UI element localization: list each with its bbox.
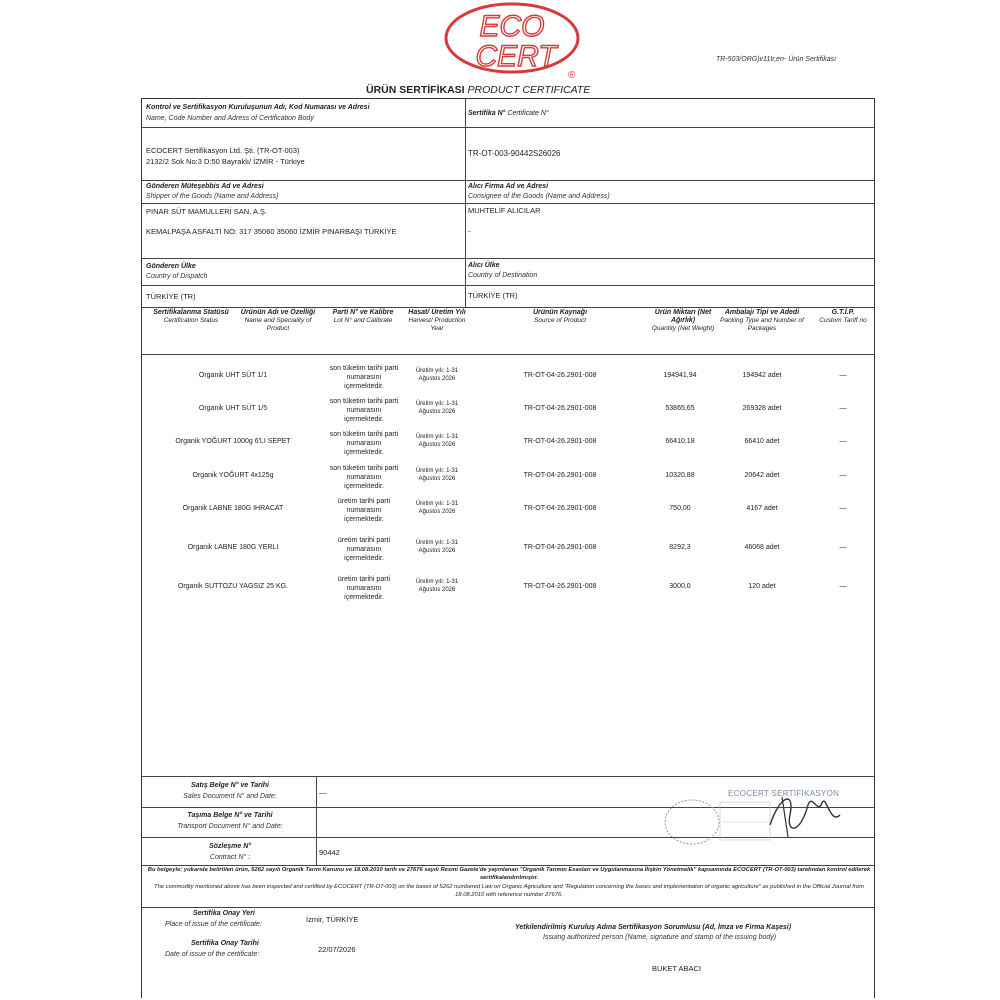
date-label-en: Date of issue of the certificate: (165, 951, 260, 958)
place-value: İzmir, TÜRKİYE (306, 915, 359, 924)
dispatch-country: TÜRKİYE (TR) (146, 292, 196, 301)
row-7-name: Organik SUTTOZU YAGSIZ 25 KG. (177, 583, 289, 590)
row-2-source: TR-OT-04-26.2901-008 (523, 405, 597, 412)
row-4-gtip: — (839, 472, 847, 479)
date-label-tr: Sertifika Onay Tarihi (191, 940, 259, 947)
row-3-lot: son tüketim tarihi parti numarasını içermektedir. (329, 431, 399, 456)
body-line1: ECOCERT Sertifikasyon Ltd. Şti. (TR-OT-003) (146, 146, 300, 155)
row-7-pack: 120 adet (748, 583, 776, 590)
certificate-label: Sertifika N° Certificate N° (468, 110, 549, 117)
stamp-text: ECOCERT SERTİFİKASYON (728, 789, 840, 798)
document-code: TR-503/ORG)v11tr,en- Ürün Sertifikası (716, 56, 837, 63)
row-1-qty: 194941,94 (663, 372, 697, 379)
row-6-harvest: Üretim yılı: 1-31 Ağustos 2026 (415, 540, 459, 554)
authorized-label-tr: Yetkilendirilmiş Kuruluş Adına Sertifikasyon Sorumlusu (Ad, İmza ve Firma Kaşesi) (515, 924, 792, 931)
row-1-lot: son tüketim tarihi parti numarasını içermektedir. (329, 365, 399, 390)
row-1-source: TR-OT-04-26.2901-008 (523, 372, 597, 379)
shipper-label-en: Shipper of the Goods (Name and Address) (146, 193, 279, 200)
contract-value: 90442 (319, 848, 340, 857)
title-en: PRODUCT CERTIFICATE (467, 84, 591, 96)
row-5-source: TR-OT-04-26.2901-008 (523, 505, 597, 512)
page-title (366, 84, 590, 96)
row-3-harvest: Üretim yılı: 1-31 Ağustos 2026 (415, 434, 459, 448)
row-5-harvest: Üretim yılı: 1-31 Ağustos 2026 (415, 501, 459, 515)
col-header-status: Sertifikalanma Statüsü Certification Status (153, 309, 229, 324)
row-5-name: Organik LABNE 180G IHRACAT (182, 505, 284, 512)
consignee-address: - (468, 227, 471, 236)
title-tr: ÜRÜN SERTİFİKASI (366, 84, 465, 96)
row-1-pack: 194942 adet (742, 372, 782, 379)
row-1-gtip: — (839, 372, 847, 379)
row-4-lot: son tüketim tarihi parti numarasını içermektedir. (329, 465, 399, 490)
row-7-qty: 3000,0 (669, 583, 691, 590)
sales-label-tr: Satış Belge N° ve Tarihi (190, 782, 269, 789)
logo-line2: CERT (475, 40, 557, 73)
row-2-name: Organik UHT SÜT 1/5 (198, 405, 268, 412)
col-header-source: Ürünün Kaynağı Source of Product (532, 309, 588, 324)
contract-label-tr: Sözleşme N° (208, 843, 252, 850)
row-6-qty: 8292,3 (669, 544, 691, 551)
row-2-qty: 53865,65 (665, 405, 695, 412)
authorized-name: BUKET ABACI (652, 964, 702, 973)
consignee-name: MUHTELİF ALICILAR (468, 206, 541, 215)
row-1-harvest: Üretim yılı: 1-31 Ağustos 2026 (415, 368, 459, 382)
destination-label-tr: Alıcı Ülke (468, 262, 500, 269)
row-3-pack: 66410 adet (744, 438, 780, 445)
body-line2: 2132/2 Sok No:3 D:50 Bayraklı/ İZMİR - Türkiye (146, 157, 305, 166)
col-header-name: Ürünün Adı ve Özelliği Name and Speciality of Product (240, 309, 316, 332)
body-label-tr: Kontrol ve Sertifikasyon Kuruluşunun Adı, Kod Numarası ve Adresi (146, 104, 370, 111)
ecocert-logo (440, 0, 585, 82)
row-4-harvest: Üretim yılı: 1-31 Ağustos 2026 (415, 468, 459, 482)
row-4-source: TR-OT-04-26.2901-008 (523, 472, 597, 479)
row-4-qty: 10320,88 (665, 472, 695, 479)
contract-label-en: Contract N° : (209, 854, 251, 861)
row-5-qty: 750,00 (669, 505, 691, 512)
signature (760, 785, 850, 845)
row-7-harvest: Üretim yılı: 1-31 Ağustos 2026 (415, 579, 459, 593)
transport-label-en: Transport Document N° and Date: (177, 823, 283, 830)
col-header-pack: Ambalajı Tipi ve Adedi Packing Type and Number of Packages (720, 309, 804, 332)
shipper-address: KEMALPAŞA ASFALTI NO: 317 35060 35060 İZMİR PINARBAŞI TÜRKİYE (146, 227, 397, 236)
date-value: 22/07/2026 (318, 945, 356, 954)
dispatch-label-tr: Gönderen Ülke (146, 263, 196, 270)
sales-label-en: Sales Document N° and Date: (183, 793, 277, 800)
row-7-source: TR-OT-04-26.2901-008 (523, 583, 597, 590)
row-7-lot: üretim tarihi parti numarasını içermektedir. (337, 576, 391, 601)
consignee-label-en: Consignee of the Goods (Name and Address) (468, 193, 610, 200)
row-2-lot: son tüketim tarihi parti numarasını içermektedir. (329, 398, 399, 423)
declaration-en: The commodity mentioned above has been inspected and certified by ECOCERT (TR-OT-003) on the bases of 5262 numbered Law on Organic Agriculture and "Regulation concerning the bases and implementation of organic agriculture" as published in the Official Journal from 18.08.2010 with reference number 27676. (154, 884, 864, 898)
row-1-name: Organik UHT SÜT 1/1 (198, 372, 268, 379)
shipper-name: PINAR SÜT MAMULLERİ SAN. A.Ş. (146, 207, 268, 216)
row-3-gtip: — (839, 438, 847, 445)
authorized-label-en: Issuing authorized person (Name, signature and stamp of the issuing body) (543, 934, 777, 941)
row-4-name: Organik YOĞURT 4x125g (192, 472, 274, 479)
row-6-name: Organik LABNE 180G YERLI (187, 544, 279, 551)
row-3-source: TR-OT-04-26.2901-008 (523, 438, 597, 445)
row-6-pack: 46068 adet (744, 544, 780, 551)
row-5-lot: üretim tarihi parti numarasını içermektedir. (337, 498, 391, 523)
row-5-pack: 4167 adet (746, 505, 778, 512)
transport-label-tr: Taşıma Belge N° ve Tarihi (187, 812, 273, 819)
declaration-tr: Bu belgeyle; yukarıda belirtilen ürün, 5262 sayılı Organik Tarım Kanunu ve 18.08.2010 tarih ve 27676 sayılı Resmi Gazete'de yayınlanan "Organik Tarımın Esasları ve Uygulanmasına İlişkin Yönetmelik" kapsamında ECOCERT (TR-OT-003) tarafından kontrol edilerek sertifikalandırılmıştır. (147, 867, 871, 881)
row-6-lot: üretim tarihi parti numarasını içermektedir. (337, 537, 391, 562)
destination-country: TÜRKİYE (TR) (468, 291, 518, 300)
row-6-gtip: — (839, 544, 847, 551)
row-2-harvest: Üretim yılı: 1-31 Ağustos 2026 (415, 401, 459, 415)
row-6-source: TR-OT-04-26.2901-008 (523, 544, 597, 551)
row-5-gtip: — (839, 505, 847, 512)
col-header-harvest: Hasat/ Üretim Yılı Harvest/ Production Year (408, 309, 466, 332)
row-7-gtip: — (839, 583, 847, 590)
row-2-pack: 269328 adet (742, 405, 782, 412)
certificate-number: TR-OT-003-90442S26026 (468, 149, 561, 158)
consignee-label-tr: Alıcı Firma Ad ve Adresi (468, 183, 549, 190)
company-stamp (662, 792, 772, 852)
row-2-gtip: — (839, 405, 847, 412)
dispatch-label-en: Country of Dispatch (146, 273, 208, 280)
logo-line1: ECO (479, 10, 545, 43)
sales-value: — (319, 788, 327, 797)
place-label-tr: Sertifika Onay Yeri (193, 910, 255, 917)
col-header-gtip: G.T.İ.P. Custom Tariff no (819, 309, 867, 324)
place-label-en: Place of issue of the certificate: (165, 921, 262, 928)
body-label-en: Name, Code Number and Adress of Certification Body (146, 115, 314, 122)
destination-label-en: Country of Destination (468, 272, 538, 279)
col-header-qty: Ürün Miktarı (Net Ağırlık) Quantity (Net Weight) (651, 309, 715, 332)
row-3-name: Organik YOĞURT 1000g 6'LI SEPET (175, 438, 291, 445)
row-3-qty: 66410,18 (665, 438, 695, 445)
col-header-lot: Parti N° ve Kalibre Lot N° and Calibrate (332, 309, 394, 324)
logo-registered: ® (568, 70, 576, 81)
shipper-label-tr: Gönderen Müteşebbis Ad ve Adresi (146, 183, 264, 190)
row-4-pack: 20642 adet (744, 472, 780, 479)
